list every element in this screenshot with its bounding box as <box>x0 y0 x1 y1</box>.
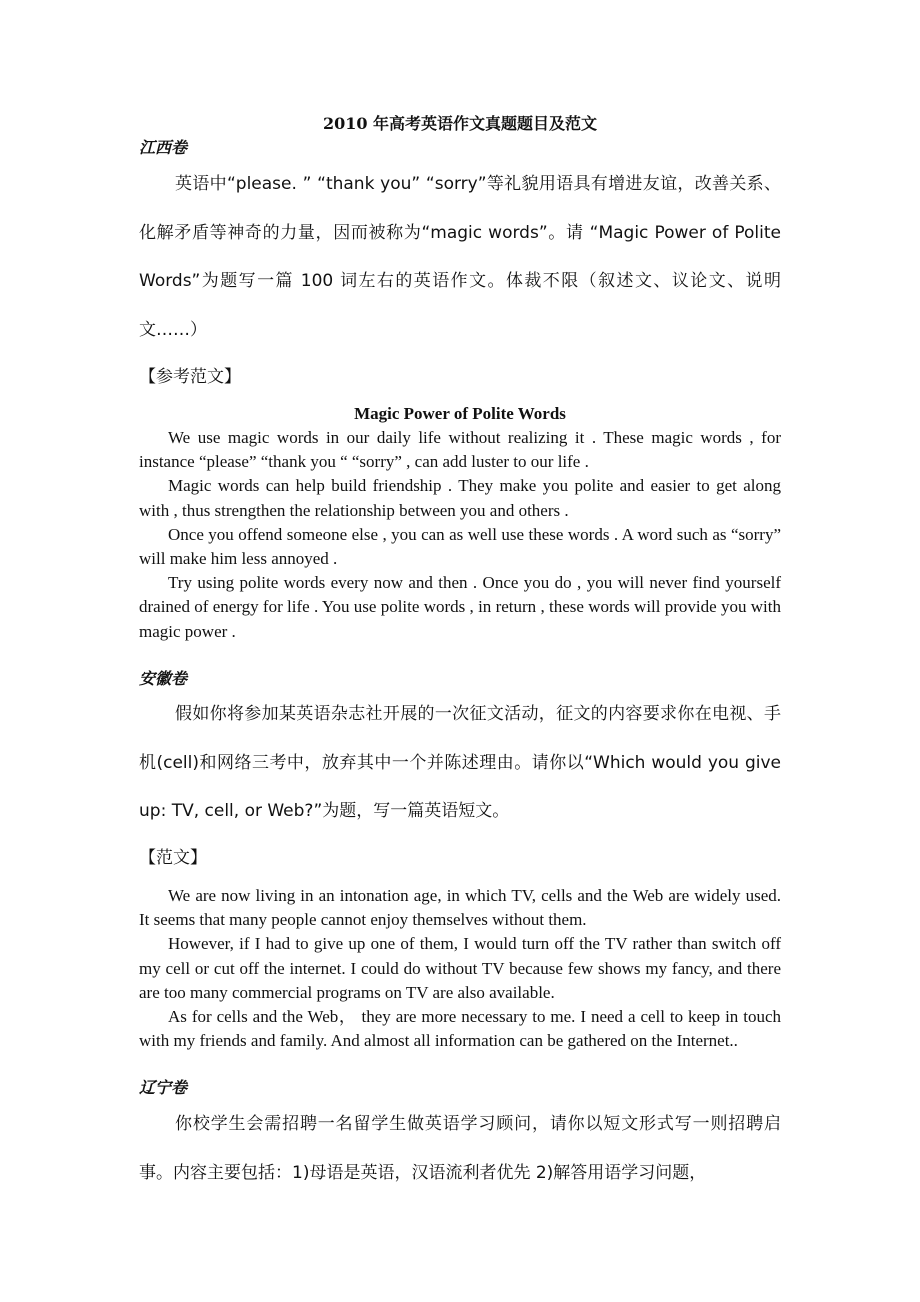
essay-paragraph: Once you offend someone else , you can as well use these words . A word such as “sorry” will make him less annoyed . <box>139 524 781 569</box>
essay-paragraph: Try using polite words every now and then . Once you do , you will never find yourself drained of energy for life . You use polite words , in return , these words will provide you with magic power . <box>139 573 781 641</box>
essay-paragraph: As for cells and the Web， they are more necessary to me. I need a cell to keep in touch with my friends and family. And almost all information can be gathered on the Internet.. <box>139 1007 781 1051</box>
region-heading-liaoning: 辽宁卷 <box>139 1078 188 1097</box>
region-heading-anhui: 安徽卷 <box>139 669 188 688</box>
prompt-jiangxi: 英语中“please. ” “thank you” “sorry”等礼貌用语具有增进友谊，改善关系、化解矛盾等神奇的力量，因而被称为“magic words”。请 “Magic Power of Polite Words”为题写一篇 100 词左右的英语作文。体裁不限（叙述文、议论文、说明文……） <box>139 174 781 340</box>
prompt-anhui: 假如你将参加某英语杂志社开展的一次征文活动，征文的内容要求你在电视、手机(cell)和网络三考中，放弃其中一个并陈述理由。请你以“Which would you give up: TV, cell, or Web?”为题，写一篇英语短文。 <box>139 704 781 821</box>
essay-paragraph: We are now living in an intonation age, in which TV, cells and the Web are widely used. It seems that many people cannot enjoy themselves without them. <box>139 886 781 930</box>
essay-jiangxi <box>139 426 781 644</box>
essay-paragraph: However, if I had to give up one of them, I would turn off the TV rather than switch off my cell or cut off the internet. I could do without TV because few shows my fancy, and there are too many commercial programs on TV are also available. <box>139 934 781 1002</box>
essay-paragraph: Magic words can help build friendship . They make you polite and easier to get along with , thus strengthen the relationship between you and others . <box>139 476 781 520</box>
model-essay-label: 【范文】 <box>139 848 207 868</box>
document-title: 2010 年高考英语作文真题题目及范文 <box>322 114 598 133</box>
essay-anhui <box>139 884 781 1053</box>
reference-essay-label: 【参考范文】 <box>139 367 241 387</box>
region-heading-jiangxi: 江西卷 <box>139 138 188 157</box>
essay-paragraph: We use magic words in our daily life without realizing it . These magic words , for instance “please” “thank you “ “sorry” , can add luster to our life . <box>139 428 781 472</box>
prompt-liaoning: 你校学生会需招聘一名留学生做英语学习顾问，请你以短文形式写一则招聘启事。内容主要包括：1)母语是英语，汉语流利者优先 2)解答用语学习问题， <box>139 1114 781 1183</box>
essay-title: Magic Power of Polite Words <box>354 404 566 423</box>
